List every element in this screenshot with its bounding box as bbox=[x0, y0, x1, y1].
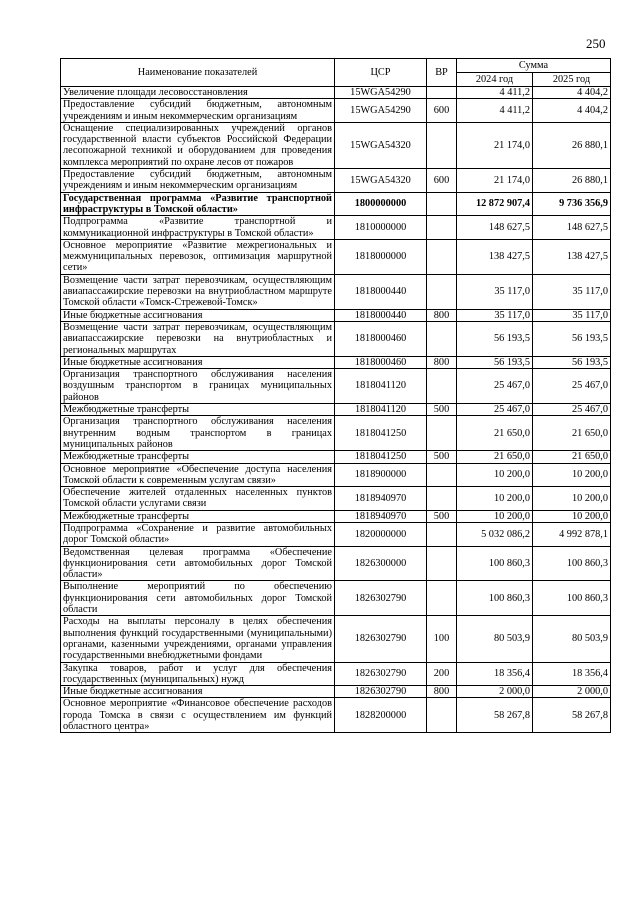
row-csr-code: 1818041120 bbox=[335, 404, 427, 416]
row-name: Государственная программа «Развитие транспортной инфраструктуры в Томской области» bbox=[61, 192, 335, 216]
row-vr-code bbox=[427, 239, 457, 274]
row-csr-code: 1826302790 bbox=[335, 686, 427, 698]
table-row bbox=[61, 451, 611, 463]
row-csr-code: 1826302790 bbox=[335, 662, 427, 686]
row-sum-2024: 12 872 907,4 bbox=[457, 192, 533, 216]
table-row bbox=[61, 239, 611, 274]
row-name: Выполнение мероприятий по обеспечению функционирования сети автомобильных дорог Томской области bbox=[61, 581, 335, 616]
row-sum-2025: 4 992 878,1 bbox=[533, 522, 611, 546]
row-vr-code: 200 bbox=[427, 662, 457, 686]
table-row bbox=[61, 87, 611, 99]
table-row bbox=[61, 698, 611, 733]
row-sum-2025: 10 200,0 bbox=[533, 463, 611, 487]
row-name: Организация транспортного обслуживания населения внутренним водным транспортом в границах муниципальных районов bbox=[61, 416, 335, 451]
row-name: Ведомственная целевая программа «Обеспечение функционирования сети автомобильных дорог Томской области» bbox=[61, 546, 335, 581]
row-sum-2024: 4 411,2 bbox=[457, 99, 533, 123]
row-name: Основное мероприятие «Развитие межрегиональных и межмуниципальных перевозок, оптимизация маршрутной сети» bbox=[61, 239, 335, 274]
row-csr-code: 1818000460 bbox=[335, 321, 427, 356]
table-row bbox=[61, 216, 611, 240]
row-csr-code: 1810000000 bbox=[335, 216, 427, 240]
row-vr-code: 600 bbox=[427, 169, 457, 193]
row-csr-code: 1820000000 bbox=[335, 522, 427, 546]
row-sum-2025: 80 503,9 bbox=[533, 616, 611, 662]
row-name: Закупка товаров, работ и услуг для обеспечения государственных (муниципальных) нужд bbox=[61, 662, 335, 686]
row-vr-code: 800 bbox=[427, 356, 457, 368]
row-sum-2024: 148 627,5 bbox=[457, 216, 533, 240]
row-csr-code: 15WGA54290 bbox=[335, 87, 427, 99]
row-sum-2025: 10 200,0 bbox=[533, 510, 611, 522]
table-row bbox=[61, 369, 611, 404]
row-vr-code bbox=[427, 581, 457, 616]
row-name: Оснащение специализированных учреждений органов государственной власти субъектов Российской Федерации лесопожарной техникой и оборудованием для проведения комплекса мероприятий по охране лесов от пожаров bbox=[61, 122, 335, 168]
row-sum-2024: 21 174,0 bbox=[457, 169, 533, 193]
row-vr-code: 600 bbox=[427, 99, 457, 123]
row-vr-code: 800 bbox=[427, 686, 457, 698]
table-row bbox=[61, 309, 611, 321]
row-vr-code bbox=[427, 522, 457, 546]
row-sum-2024: 4 411,2 bbox=[457, 87, 533, 99]
row-sum-2025: 4 404,2 bbox=[533, 87, 611, 99]
row-sum-2024: 5 032 086,2 bbox=[457, 522, 533, 546]
row-name: Предоставление субсидий бюджетным, автономным учреждениям и иным некоммерческим организациям bbox=[61, 169, 335, 193]
row-sum-2024: 100 860,3 bbox=[457, 546, 533, 581]
row-sum-2024: 21 174,0 bbox=[457, 122, 533, 168]
table-body bbox=[61, 87, 611, 733]
table-row bbox=[61, 487, 611, 511]
row-vr-code bbox=[427, 463, 457, 487]
row-csr-code: 1826302790 bbox=[335, 616, 427, 662]
row-csr-code: 1818000440 bbox=[335, 309, 427, 321]
table-row bbox=[61, 522, 611, 546]
row-name: Подпрограмма «Развитие транспортной и коммуникационной инфраструктуры в Томской области» bbox=[61, 216, 335, 240]
row-name: Иные бюджетные ассигнования bbox=[61, 686, 335, 698]
row-vr-code: 800 bbox=[427, 309, 457, 321]
row-sum-2025: 148 627,5 bbox=[533, 216, 611, 240]
row-name: Предоставление субсидий бюджетным, автономным учреждениям и иным некоммерческим организациям bbox=[61, 99, 335, 123]
table-row bbox=[61, 581, 611, 616]
table-row bbox=[61, 404, 611, 416]
row-vr-code bbox=[427, 274, 457, 309]
row-sum-2024: 58 267,8 bbox=[457, 698, 533, 733]
row-sum-2024: 21 650,0 bbox=[457, 451, 533, 463]
row-sum-2024: 56 193,5 bbox=[457, 321, 533, 356]
table-row bbox=[61, 416, 611, 451]
row-name: Иные бюджетные ассигнования bbox=[61, 356, 335, 368]
row-sum-2025: 10 200,0 bbox=[533, 487, 611, 511]
row-vr-code bbox=[427, 546, 457, 581]
row-sum-2025: 58 267,8 bbox=[533, 698, 611, 733]
row-sum-2025: 56 193,5 bbox=[533, 321, 611, 356]
row-csr-code: 1818041250 bbox=[335, 451, 427, 463]
row-csr-code: 1818940970 bbox=[335, 487, 427, 511]
row-sum-2025: 21 650,0 bbox=[533, 451, 611, 463]
row-sum-2025: 4 404,2 bbox=[533, 99, 611, 123]
table-row bbox=[61, 99, 611, 123]
table-row bbox=[61, 686, 611, 698]
row-csr-code: 1818940970 bbox=[335, 510, 427, 522]
row-csr-code: 1826302790 bbox=[335, 581, 427, 616]
row-sum-2024: 80 503,9 bbox=[457, 616, 533, 662]
row-sum-2025: 35 117,0 bbox=[533, 274, 611, 309]
header-vr: ВР bbox=[427, 59, 457, 87]
row-sum-2025: 9 736 356,9 bbox=[533, 192, 611, 216]
header-csr: ЦСР bbox=[335, 59, 427, 87]
table-row bbox=[61, 321, 611, 356]
row-sum-2024: 35 117,0 bbox=[457, 274, 533, 309]
row-sum-2024: 25 467,0 bbox=[457, 404, 533, 416]
row-sum-2025: 18 356,4 bbox=[533, 662, 611, 686]
row-sum-2025: 35 117,0 bbox=[533, 309, 611, 321]
row-name: Возмещение части затрат перевозчикам, осуществляющим авиапассажирские перевозки на внутриобластном маршруте Томской области «Томск-Стрежевой-Томск» bbox=[61, 274, 335, 309]
row-csr-code: 1818041250 bbox=[335, 416, 427, 451]
row-csr-code: 1818041120 bbox=[335, 369, 427, 404]
row-sum-2024: 2 000,0 bbox=[457, 686, 533, 698]
row-csr-code: 1800000000 bbox=[335, 192, 427, 216]
row-vr-code: 500 bbox=[427, 404, 457, 416]
row-name: Подпрограмма «Сохранение и развитие автомобильных дорог Томской области» bbox=[61, 522, 335, 546]
row-csr-code: 15WGA54320 bbox=[335, 122, 427, 168]
table-row bbox=[61, 356, 611, 368]
row-vr-code bbox=[427, 216, 457, 240]
row-vr-code bbox=[427, 122, 457, 168]
row-sum-2025: 56 193,5 bbox=[533, 356, 611, 368]
row-name: Увеличение площади лесовосстановления bbox=[61, 87, 335, 99]
table-row bbox=[61, 662, 611, 686]
row-name: Основное мероприятие «Обеспечение доступа населения Томской области к современным услугам связи» bbox=[61, 463, 335, 487]
row-sum-2025: 100 860,3 bbox=[533, 546, 611, 581]
row-csr-code: 1818900000 bbox=[335, 463, 427, 487]
row-sum-2025: 100 860,3 bbox=[533, 581, 611, 616]
table-row bbox=[61, 274, 611, 309]
row-sum-2024: 100 860,3 bbox=[457, 581, 533, 616]
row-vr-code bbox=[427, 369, 457, 404]
row-csr-code: 15WGA54290 bbox=[335, 99, 427, 123]
row-csr-code: 1818000460 bbox=[335, 356, 427, 368]
table-row bbox=[61, 122, 611, 168]
row-sum-2025: 138 427,5 bbox=[533, 239, 611, 274]
row-name: Основное мероприятие «Финансовое обеспечение расходов города Томска в связи с осуществлением им функций областного центра» bbox=[61, 698, 335, 733]
row-vr-code bbox=[427, 487, 457, 511]
row-sum-2024: 25 467,0 bbox=[457, 369, 533, 404]
table-row bbox=[61, 169, 611, 193]
table-row bbox=[61, 463, 611, 487]
row-name: Иные бюджетные ассигнования bbox=[61, 309, 335, 321]
row-csr-code: 1828200000 bbox=[335, 698, 427, 733]
row-sum-2024: 21 650,0 bbox=[457, 416, 533, 451]
row-name: Организация транспортного обслуживания населения воздушным транспортом в границах муниципальных районов bbox=[61, 369, 335, 404]
row-name: Возмещение части затрат перевозчикам, осуществляющим авиапассажирские перевозки на внутриобластных и региональных маршрутах bbox=[61, 321, 335, 356]
row-sum-2024: 56 193,5 bbox=[457, 356, 533, 368]
header-year-2024: 2024 год bbox=[457, 73, 533, 87]
table-row bbox=[61, 192, 611, 216]
row-vr-code: 500 bbox=[427, 510, 457, 522]
row-csr-code: 1826300000 bbox=[335, 546, 427, 581]
header-name: Наименование показателей bbox=[61, 59, 335, 87]
row-sum-2025: 25 467,0 bbox=[533, 369, 611, 404]
row-vr-code bbox=[427, 321, 457, 356]
row-csr-code: 15WGA54320 bbox=[335, 169, 427, 193]
row-vr-code bbox=[427, 192, 457, 216]
row-sum-2024: 18 356,4 bbox=[457, 662, 533, 686]
row-sum-2025: 26 880,1 bbox=[533, 169, 611, 193]
row-sum-2024: 10 200,0 bbox=[457, 487, 533, 511]
row-vr-code bbox=[427, 698, 457, 733]
row-csr-code: 1818000440 bbox=[335, 274, 427, 309]
row-vr-code: 100 bbox=[427, 616, 457, 662]
table-row bbox=[61, 546, 611, 581]
row-name: Межбюджетные трансферты bbox=[61, 451, 335, 463]
row-name: Обеспечение жителей отдаленных населенных пунктов Томской области услугами связи bbox=[61, 487, 335, 511]
row-sum-2024: 10 200,0 bbox=[457, 463, 533, 487]
row-sum-2025: 25 467,0 bbox=[533, 404, 611, 416]
table-row bbox=[61, 510, 611, 522]
page-number: 250 bbox=[586, 36, 606, 51]
row-name: Межбюджетные трансферты bbox=[61, 404, 335, 416]
row-sum-2024: 35 117,0 bbox=[457, 309, 533, 321]
row-vr-code bbox=[427, 416, 457, 451]
row-vr-code bbox=[427, 87, 457, 99]
row-sum-2024: 138 427,5 bbox=[457, 239, 533, 274]
table-row bbox=[61, 616, 611, 662]
row-sum-2024: 10 200,0 bbox=[457, 510, 533, 522]
row-vr-code: 500 bbox=[427, 451, 457, 463]
budget-table bbox=[60, 58, 611, 733]
header-sum: Сумма bbox=[457, 59, 611, 73]
row-name: Расходы на выплаты персоналу в целях обеспечения выполнения функций государственными (муниципальными) органами, казенными учреждениями, органами управления государственными внебюджетными фондами bbox=[61, 616, 335, 662]
row-sum-2025: 2 000,0 bbox=[533, 686, 611, 698]
row-sum-2025: 21 650,0 bbox=[533, 416, 611, 451]
row-csr-code: 1818000000 bbox=[335, 239, 427, 274]
header-year-2025: 2025 год bbox=[533, 73, 611, 87]
row-name: Межбюджетные трансферты bbox=[61, 510, 335, 522]
row-sum-2025: 26 880,1 bbox=[533, 122, 611, 168]
